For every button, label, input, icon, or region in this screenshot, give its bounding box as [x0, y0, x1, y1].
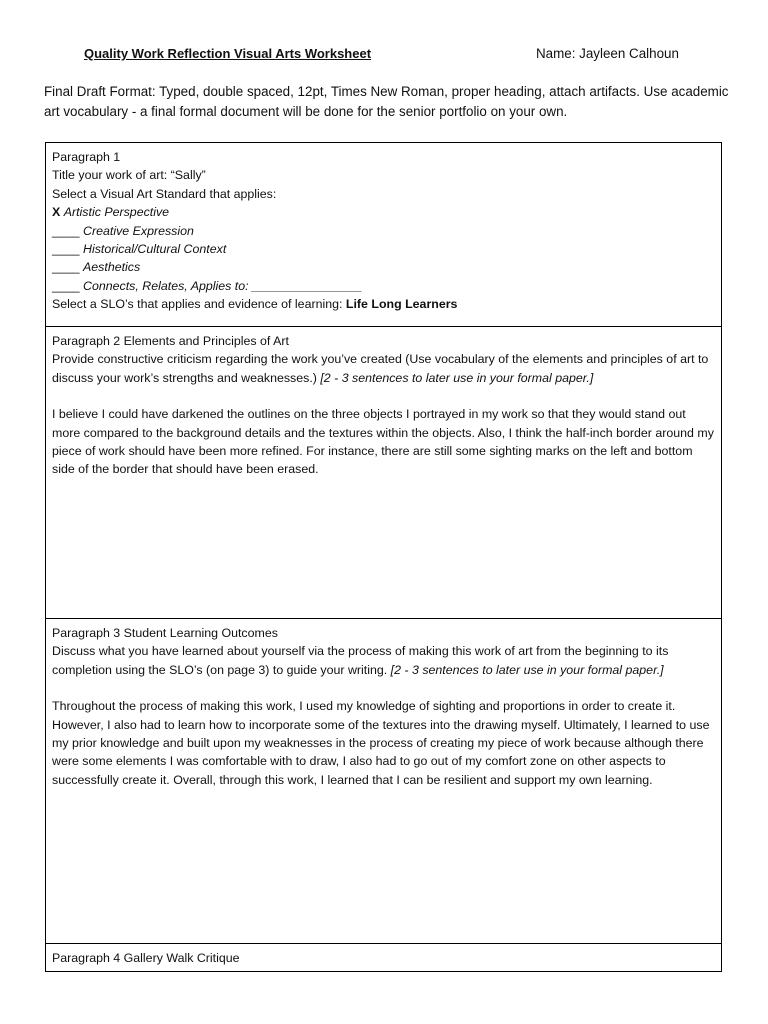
paragraph-3-cell — [46, 618, 721, 943]
standard-label: Connects, Relates, Applies to: ________________ — [83, 278, 363, 293]
standard-mark: X — [52, 205, 61, 220]
standard-label: Artistic Perspective — [63, 205, 170, 220]
paragraph-2-cell — [46, 326, 721, 618]
slo-answer: Life Long Learners — [345, 297, 458, 312]
paragraph-3-answer: Throughout the process of making this work, I used my knowledge of sighting and proportions in order to create it. However, I also had to learn how to incorporate some of the textures into the drawing myself. Ultimately, I learned to use my prior knowledge and built upon my weaknesses in the process of creating my piece of work because although there were some elements I was comfortable with to draw, I also had to go out of my comfort zone on other aspects to successfully create it. Overall, through this work, I learned that I can be resilient and support my own learning. — [52, 699, 710, 787]
prompt-text: Discuss what you have learned about yourself via the process of making this work of art from the beginning to its completion using the SLO’s (on page 3) to guide your writing. — [52, 644, 669, 677]
standard-option-artistic-perspective — [52, 203, 715, 221]
prompt-note: [2 - 3 sentences to later use in your formal paper.] — [320, 370, 594, 385]
worksheet-title: Quality Work Reflection Visual Arts Worksheet — [84, 46, 372, 61]
artwork-title-line: Title your work of art: “Sally” — [52, 168, 206, 183]
standard-option-historical-cultural-context — [52, 240, 715, 258]
paragraph-3-prompt — [52, 642, 715, 679]
prompt-note: [2 - 3 sentences to later use in your formal paper.] — [390, 662, 664, 677]
standard-option-creative-expression — [52, 222, 715, 240]
spacer — [52, 679, 715, 697]
standard-option-aesthetics — [52, 258, 715, 276]
paragraph-4-heading: Paragraph 4 Gallery Walk Critique — [52, 951, 240, 965]
standard-blank: ____ — [52, 260, 80, 275]
standard-blank: ____ — [52, 242, 80, 257]
student-name: Name: Jayleen Calhoun — [536, 46, 679, 61]
standard-blank: ____ — [52, 278, 80, 293]
standard-label: Historical/Cultural Context — [83, 242, 227, 257]
paragraph-1-heading: Paragraph 1 — [52, 150, 121, 164]
paragraph-2-answer: I believe I could have darkened the outlines on the three objects I portrayed in my work so that they would stand out more compared to the background details and the textures within the objects. Also, I think the half-inch border around my piece of work should have been more refined. For instance, there are still some sighting marks on the left and bottom side of the border that should have been erased. — [52, 407, 714, 477]
slo-line — [52, 295, 715, 313]
format-instructions: Final Draft Format: Typed, double spaced, 12pt, Times New Roman, proper heading, attach artifacts. Use academic art vocabulary - a final formal document will be done for the senior portfolio on your own. — [44, 84, 729, 119]
prompt-text: Provide constructive criticism regarding the work you’ve created (Use vocabulary of the elements and principles of art to discuss your work’s strengths and weaknesses.) — [52, 352, 709, 385]
paragraph-4-cell — [46, 943, 721, 973]
paragraph-2-heading: Paragraph 2 Elements and Principles of Art — [52, 334, 289, 348]
standard-label: Aesthetics — [83, 260, 141, 275]
standard-option-connects-relates — [52, 277, 715, 295]
spacer — [52, 387, 715, 405]
standard-prompt: Select a Visual Art Standard that applies: — [52, 186, 277, 201]
paragraph-1-cell — [46, 143, 721, 326]
standard-label: Creative Expression — [83, 223, 194, 238]
standard-blank: ____ — [52, 223, 80, 238]
paragraph-2-prompt — [52, 350, 715, 387]
slo-prompt: Select a SLO’s that applies and evidence of learning: — [52, 297, 346, 312]
paragraph-3-heading: Paragraph 3 Student Learning Outcomes — [52, 626, 278, 640]
reflection-table — [45, 142, 722, 972]
